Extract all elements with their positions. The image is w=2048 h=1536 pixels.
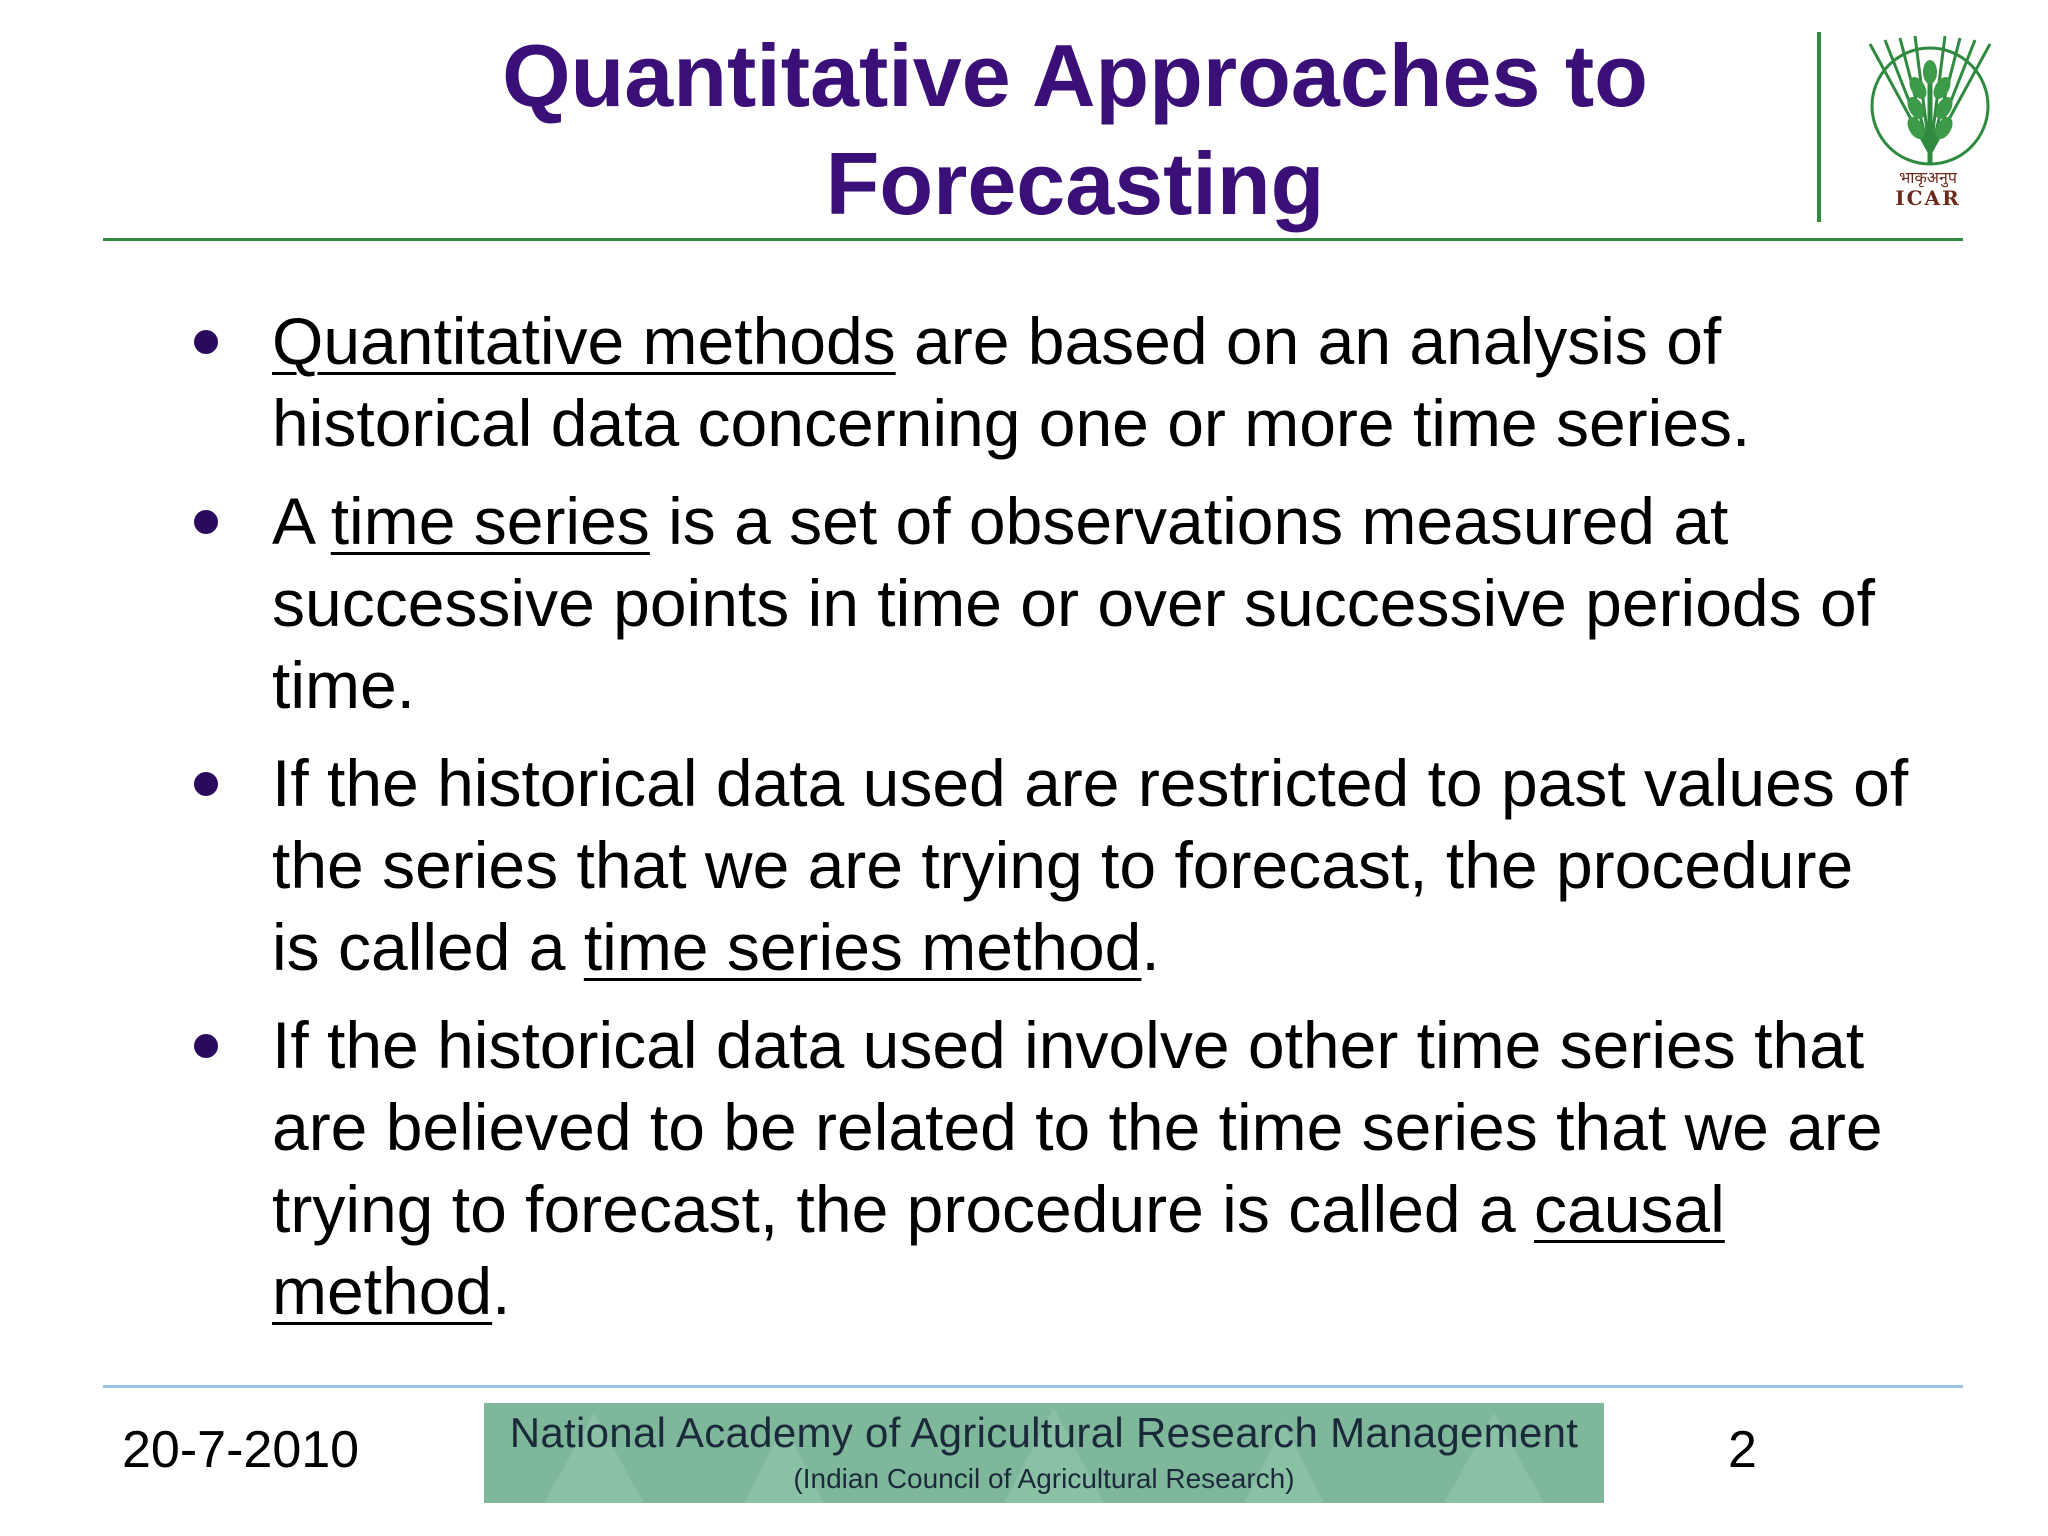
- underlined-term: causal method: [272, 1172, 1725, 1328]
- bullet-dot-icon: [194, 510, 218, 534]
- bullet-dot-icon: [194, 772, 218, 796]
- bullet-text: If the historical data used are restricted to past values of the series that we are trying to forecast, the procedure is called a: [272, 746, 1909, 984]
- underlined-term: time series: [330, 484, 650, 558]
- page-number: 2: [1728, 1421, 1757, 1479]
- title-line-2: Forecasting: [825, 134, 1325, 233]
- footer-date: 20-7-2010: [122, 1421, 360, 1479]
- bullet-item: [190, 300, 1910, 464]
- logo-divider: [1817, 32, 1821, 222]
- bullet-text: A: [272, 484, 331, 558]
- bullet-text: If the historical data used involve other time series that are believed to be related to the time series that we are trying to forecast, the procedure is called a: [272, 1008, 1883, 1246]
- bullet-text: is a set of observations measured at successive points in time or over successive periods of time.: [272, 484, 1876, 722]
- bullet-dot-icon: [194, 1034, 218, 1058]
- underlined-term: time series method: [583, 910, 1142, 984]
- bullet-item: [190, 742, 1910, 988]
- title-line-1: Quantitative Approaches to: [502, 26, 1648, 125]
- banner-subtitle: (Indian Council of Agricultural Research): [793, 1463, 1295, 1494]
- bullet-item: [190, 1004, 1910, 1332]
- bullet-text: are based on an analysis of historical data concerning one or more time series.: [272, 304, 1751, 460]
- title-divider: [103, 238, 1963, 241]
- slide-title: [330, 22, 1820, 238]
- bullet-text: .: [492, 1254, 511, 1328]
- bullet-item: [190, 480, 1910, 726]
- bullet-text: .: [1141, 910, 1160, 984]
- logo-hindi-text: भाकृअनुप: [1899, 168, 1957, 187]
- bullet-list: [190, 300, 1910, 1348]
- logo-text: ICAR: [1895, 186, 1961, 210]
- banner-title: National Academy of Agricultural Research Management: [509, 1409, 1579, 1456]
- bullet-dot-icon: [194, 330, 218, 354]
- underlined-term: Quantitative methods: [272, 304, 896, 378]
- footer-divider: [103, 1385, 1963, 1388]
- footer-banner: [484, 1403, 1604, 1503]
